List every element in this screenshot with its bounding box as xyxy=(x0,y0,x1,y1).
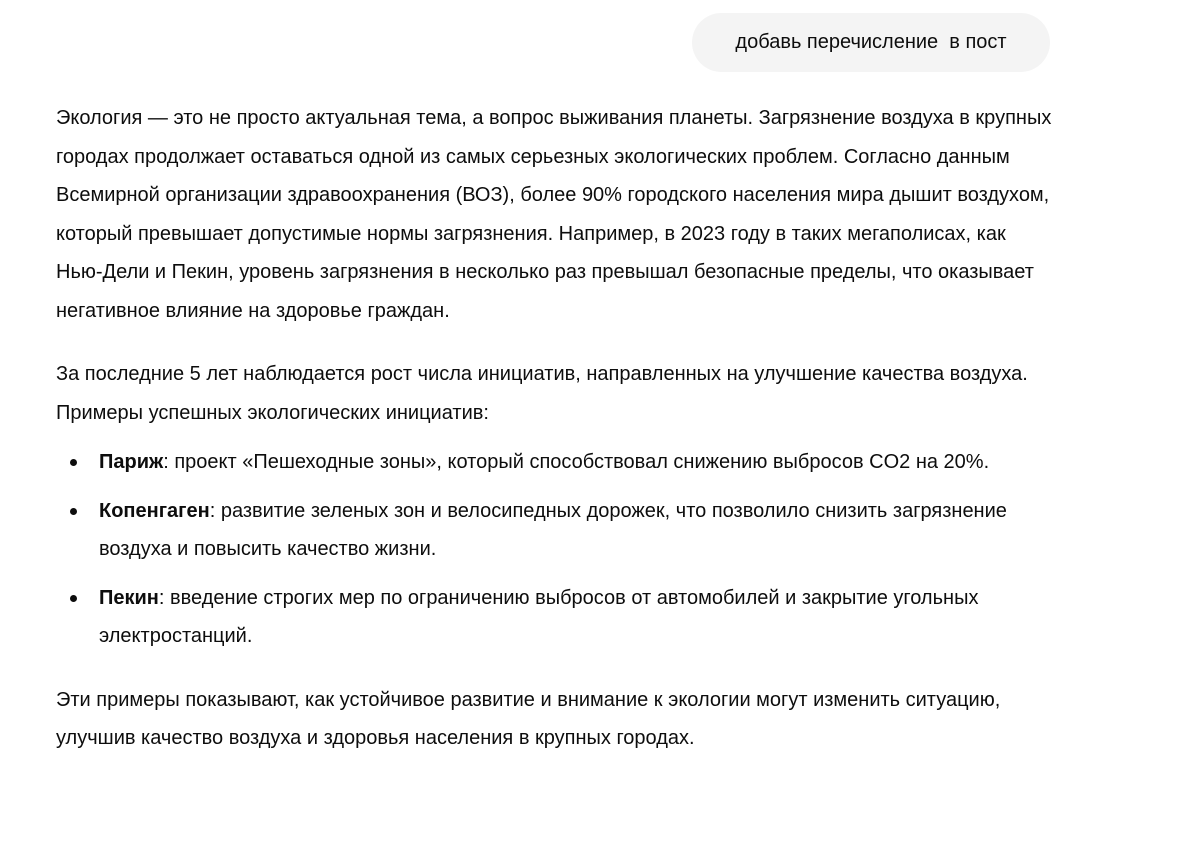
paragraph: Экология — это не просто актуальная тема, а вопрос выживания планеты. Загрязнение воздуха в крупных городах продолжает оставаться одной из самых серьезных экологических проблем. Согласно данным Всемирной организации здравоохранения (ВОЗ), более 90% городского населения мира дышит воздухом, который превышает допустимые нормы загрязнения. Например, в 2023 году в таких мегаполисах, как Нью-Дели и Пекин, уровень загрязнения в несколько раз превышал безопасные пределы, что оказывает негативное влияние на здоровье граждан. xyxy=(56,107,1052,322)
user-message-bubble xyxy=(692,13,1050,72)
closing-paragraph: Эти примеры показывают, как устойчивое развитие и внимание к экологии могут изменить ситуацию, улучшив качество воздуха и здоровья населения в крупных городах. xyxy=(56,688,1001,749)
list-item xyxy=(56,579,1056,656)
paragraph: За последние 5 лет наблюдается рост числа инициатив, направленных на улучшение качества воздуха. Примеры успешных экологических инициатив: xyxy=(56,363,1028,424)
bullet-icon xyxy=(70,595,77,602)
bullet-icon xyxy=(70,459,77,466)
list-item-text: : введение строгих мер по ограничению выбросов от автомобилей и закрытие угольных электростанций. xyxy=(99,586,979,647)
list-item-text: : развитие зеленых зон и велосипедных дорожек, что позволило снизить загрязнение воздуха и повысить качество жизни. xyxy=(99,499,1007,560)
list-item xyxy=(56,492,1056,569)
list-item-text: : проект «Пешеходные зоны», который способствовал снижению выбросов CO2 на 20%. xyxy=(163,451,990,473)
assistant-message xyxy=(56,99,1056,758)
user-message-text: добавь перечисление в пост xyxy=(735,31,1007,53)
initiatives-list xyxy=(56,443,1056,656)
list-item xyxy=(56,443,1056,482)
list-item-title: Копенгаген xyxy=(99,499,210,522)
list-item-title: Пекин xyxy=(99,586,159,609)
list-item-title: Париж xyxy=(99,451,164,473)
bullet-icon xyxy=(70,508,77,515)
